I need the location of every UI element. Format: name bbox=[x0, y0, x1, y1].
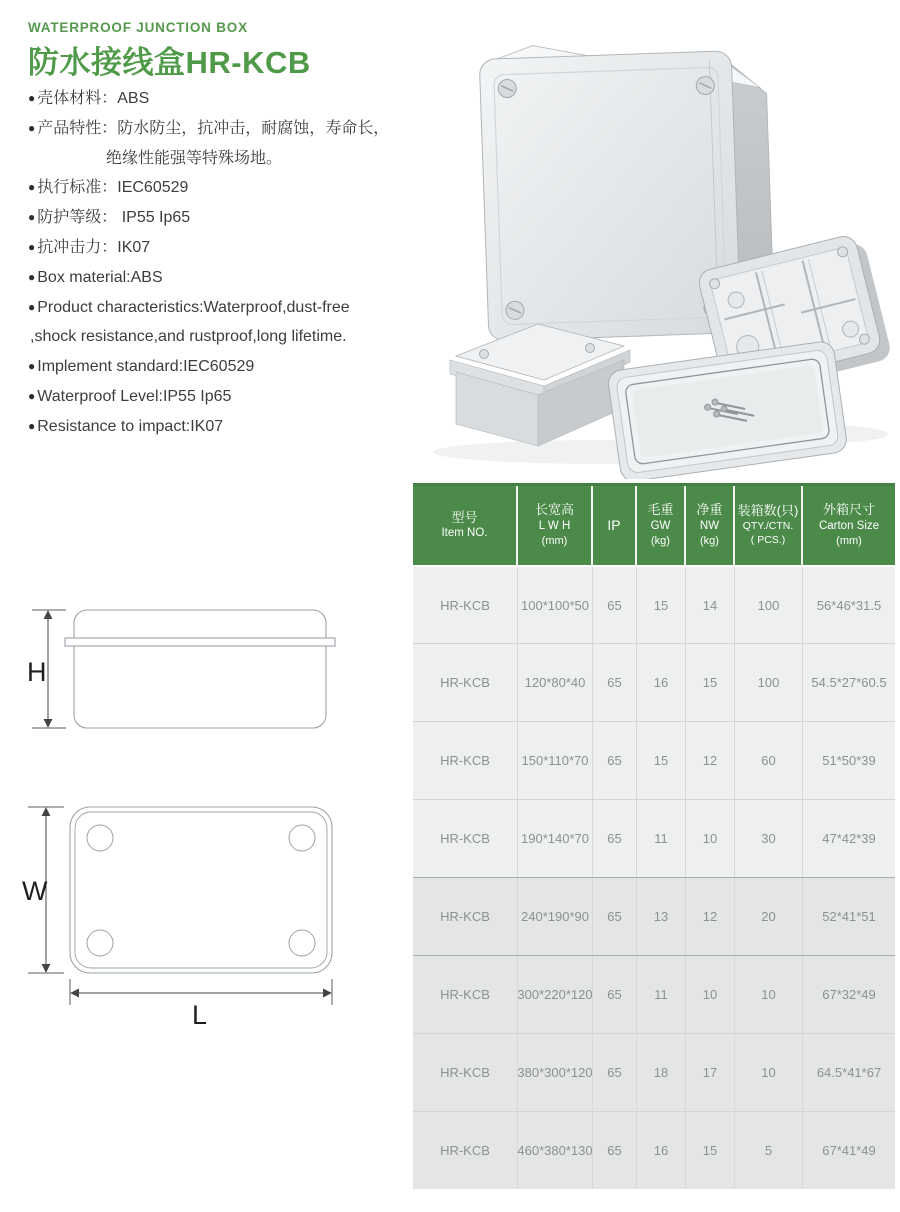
spec-item bbox=[28, 356, 428, 386]
table-cell: HR-KCB bbox=[413, 722, 518, 799]
spec-text: Resistance to impact:IK07 bbox=[37, 417, 224, 435]
table-cell: 56*46*31.5 bbox=[816, 597, 882, 613]
lid-tray bbox=[607, 340, 848, 479]
table-cell: 65 bbox=[593, 722, 637, 799]
spec-text: ,shock resistance,and rustproof,long lifetime. bbox=[30, 328, 347, 346]
bullet-dot-icon: ● bbox=[28, 299, 36, 314]
table-cell: 16 bbox=[637, 644, 686, 721]
table-cell: 51*50*39 bbox=[822, 753, 876, 768]
table-cell: 65 bbox=[593, 567, 637, 643]
bullet-dot-icon: ● bbox=[28, 388, 36, 403]
spec-item bbox=[28, 326, 428, 356]
table-cell: 30 bbox=[735, 800, 803, 877]
header-cell-qty: 装箱数(只) QTY./CTN. ( PCS.) bbox=[735, 486, 803, 565]
table-cell: 65 bbox=[593, 956, 637, 1033]
table-cell: 300*220*120 bbox=[518, 956, 593, 1033]
table-cell: 47*42*39 bbox=[822, 831, 876, 846]
height-diagram bbox=[24, 601, 354, 746]
header-cell-carton: 外箱尺寸 Carton Size (mm) bbox=[818, 502, 880, 548]
bullet-dot-icon: ● bbox=[28, 269, 36, 284]
spec-item bbox=[28, 148, 428, 178]
brand-eyebrow: WATERPROOF JUNCTION BOX bbox=[28, 20, 248, 35]
bullet-dot-icon: ● bbox=[28, 91, 36, 105]
spec-item bbox=[28, 118, 428, 148]
header-cell-item-no: 型号 Item NO. bbox=[413, 486, 518, 565]
bullet-dot-icon: ● bbox=[28, 210, 36, 225]
spec-list bbox=[28, 88, 428, 446]
spec-text: Product characteristics:Waterproof,dust-free bbox=[37, 298, 350, 316]
table-cell: 240*190*90 bbox=[518, 878, 593, 955]
table-cell: 18 bbox=[637, 1034, 686, 1111]
table-cell: 15 bbox=[686, 644, 735, 721]
table-cell: HR-KCB bbox=[413, 1112, 518, 1189]
table-row bbox=[413, 799, 895, 877]
bullet-dot-icon: ● bbox=[28, 359, 36, 374]
table-cell: 65 bbox=[593, 644, 637, 721]
spec-item bbox=[28, 207, 428, 237]
product-photo bbox=[418, 14, 896, 479]
table-cell: 120*80*40 bbox=[518, 644, 593, 721]
spec-item bbox=[28, 177, 428, 207]
table-cell: 100 bbox=[735, 567, 803, 643]
table-cell: HR-KCB bbox=[413, 878, 518, 955]
table-cell: 14 bbox=[686, 567, 735, 643]
spec-text: Waterproof Level:IP55 Ip65 bbox=[37, 387, 232, 405]
spec-item bbox=[28, 386, 428, 416]
spec-item bbox=[28, 416, 428, 446]
page-title: 防水接线盒HR-KCB bbox=[28, 45, 311, 80]
table-cell: HR-KCB bbox=[413, 567, 518, 643]
brand-block bbox=[28, 20, 311, 82]
table-cell: 380*300*120 bbox=[518, 1034, 593, 1111]
table-cell: 100*100*50 bbox=[518, 567, 593, 643]
table-cell: 65 bbox=[593, 878, 637, 955]
table-cell: 65 bbox=[593, 1034, 637, 1111]
table-cell: 10 bbox=[686, 800, 735, 877]
spec-text: 执行标准：IEC60529 bbox=[37, 179, 189, 197]
table-cell: 65 bbox=[593, 800, 637, 877]
table-cell: 460*380*130 bbox=[518, 1112, 593, 1189]
dimension-label-w: W bbox=[22, 876, 48, 906]
bullet-dot-icon: ● bbox=[28, 418, 36, 433]
table-cell: 65 bbox=[593, 1112, 637, 1189]
table-cell: 13 bbox=[637, 878, 686, 955]
table-cell: 67*41*49 bbox=[822, 1143, 876, 1158]
table-row bbox=[413, 1033, 895, 1111]
spec-text: Implement standard:IEC60529 bbox=[37, 358, 255, 376]
table-row bbox=[413, 955, 895, 1033]
table-row bbox=[413, 721, 895, 799]
table-row bbox=[413, 565, 895, 643]
header-cell-nw: 净重 NW (kg) bbox=[686, 486, 735, 565]
bullet-dot-icon: ● bbox=[28, 120, 36, 135]
table-cell: 15 bbox=[637, 567, 686, 643]
spec-text: Box material:ABS bbox=[37, 268, 163, 286]
small-box bbox=[450, 324, 630, 446]
table-cell: HR-KCB bbox=[413, 956, 518, 1033]
table-cell: 15 bbox=[637, 722, 686, 799]
table-cell: 10 bbox=[735, 956, 803, 1033]
table-cell: 60 bbox=[735, 722, 803, 799]
header-cell-lwh: 长宽高 L W H (mm) bbox=[518, 486, 593, 565]
table-cell: 64.5*41*67 bbox=[816, 1065, 882, 1080]
spec-text: 抗冲击力：IK07 bbox=[37, 238, 151, 256]
table-cell: 12 bbox=[686, 722, 735, 799]
table-cell: 100 bbox=[735, 644, 803, 721]
table-cell: 150*110*70 bbox=[518, 722, 593, 799]
table-cell: 190*140*70 bbox=[518, 800, 593, 877]
table-cell: 52*41*51 bbox=[822, 909, 876, 924]
table-header bbox=[413, 483, 895, 565]
table-body bbox=[413, 565, 895, 1189]
spec-text: 产品特性：防水防尘，抗冲击，耐腐蚀，寿命长， bbox=[37, 119, 390, 137]
table-cell: HR-KCB bbox=[413, 800, 518, 877]
table-cell: 16 bbox=[637, 1112, 686, 1189]
dimension-label-l: L bbox=[192, 1000, 208, 1030]
width-length-diagram bbox=[20, 793, 360, 1031]
table-cell: 20 bbox=[735, 878, 803, 955]
spec-item bbox=[28, 237, 428, 267]
bullet-dot-icon: ● bbox=[28, 239, 36, 254]
table-cell: HR-KCB bbox=[413, 1034, 518, 1111]
spec-table bbox=[413, 483, 895, 1189]
table-cell: 17 bbox=[686, 1034, 735, 1111]
table-cell: 11 bbox=[637, 956, 686, 1033]
spec-text: 防护等级： IP55 Ip65 bbox=[37, 209, 191, 227]
table-cell: 11 bbox=[637, 800, 686, 877]
table-cell: 54.5*27*60.5 bbox=[811, 675, 887, 690]
spec-text: 绝缘性能强等特殊场地。 bbox=[106, 149, 283, 167]
header-cell-gw: 毛重 GW (kg) bbox=[637, 486, 686, 565]
spec-item bbox=[28, 297, 428, 327]
dimension-label-h: H bbox=[27, 657, 47, 687]
header-cell-ip: IP bbox=[593, 486, 637, 565]
spec-item bbox=[28, 88, 428, 118]
table-cell: HR-KCB bbox=[413, 644, 518, 721]
table-row bbox=[413, 1111, 895, 1189]
table-cell: 15 bbox=[686, 1112, 735, 1189]
spec-item bbox=[28, 267, 428, 297]
spec-text: 壳体材料：ABS bbox=[37, 90, 150, 107]
table-cell: 10 bbox=[686, 956, 735, 1033]
table-cell: 67*32*49 bbox=[822, 987, 876, 1002]
table-row bbox=[413, 877, 895, 955]
bullet-dot-icon: ● bbox=[28, 180, 36, 195]
table-cell: 12 bbox=[686, 878, 735, 955]
table-cell: 5 bbox=[735, 1112, 803, 1189]
table-cell: 10 bbox=[735, 1034, 803, 1111]
table-row bbox=[413, 643, 895, 721]
